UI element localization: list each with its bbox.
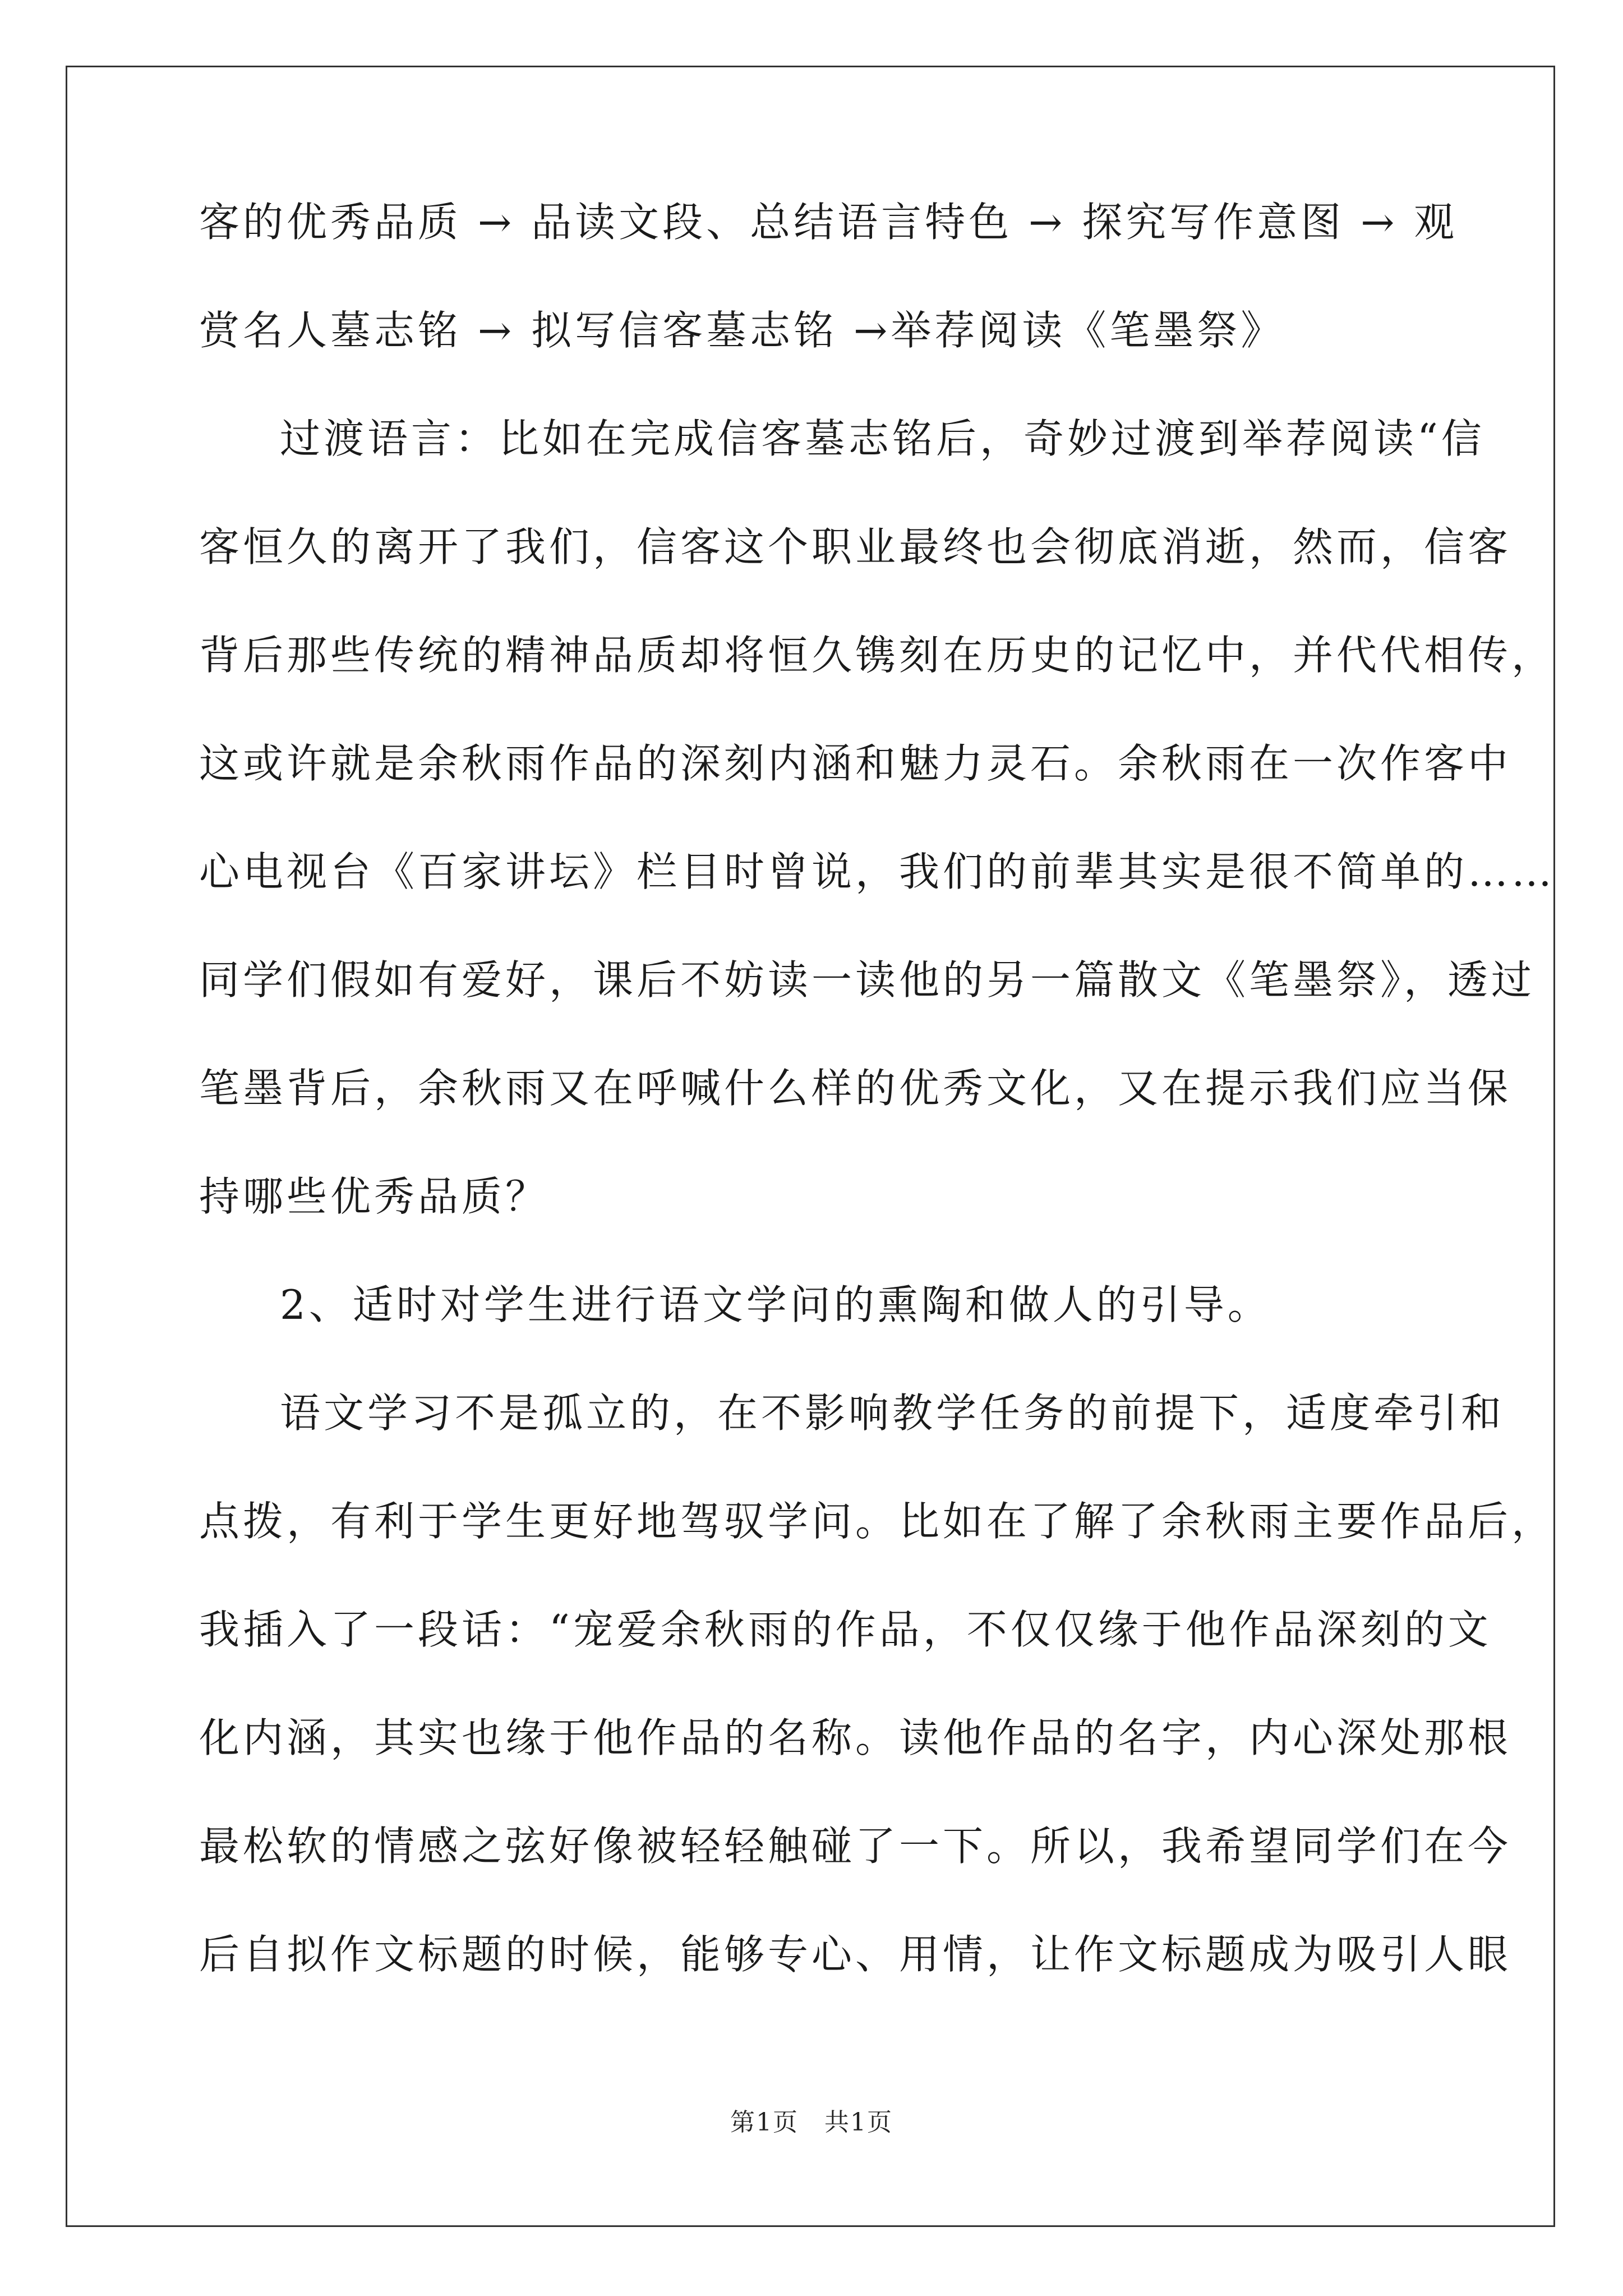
line-text: 化内涵，其实也缘于他作品的名称。读他作品的名字，内心深处那根	[199, 1714, 1512, 1761]
line-text: 持哪些优秀品质？	[199, 1173, 550, 1220]
line-text: 过渡语言：比如在完成信客墓志铭后，奇妙过渡到举荐阅读“信	[280, 415, 1485, 462]
line-text: 最松软的情感之弦好像被轻轻触碰了一下。所以，我希望同学们在今	[199, 1823, 1512, 1870]
line-text: 点拨，有利于学生更好地驾驭学问。比如在了解了余秋雨主要作品后，	[199, 1498, 1556, 1545]
text-line	[199, 1931, 1512, 2048]
line-text: 心电视台《百家讲坛》栏目时曾说，我们的前辈其实是很不简单的……	[199, 848, 1556, 895]
line-text: 我插入了一段话：“宠爱余秋雨的作品，不仅仅缘于他作品深刻的文	[199, 1606, 1492, 1653]
line-text: 同学们假如有爱好，课后不妨读一读他的另一篇散文《笔墨祭》，透过	[199, 956, 1536, 1004]
line-text: 客恒久的离开了我们，信客这个职业最终也会彻底消逝，然而，信客	[199, 523, 1512, 570]
line-text: 后自拟作文标题的时候，能够专心、用情，让作文标题成为吸引人眼	[199, 1931, 1512, 1978]
page-number-footer: 第1页 共1页	[730, 2108, 893, 2137]
line-text: 2、适时对学生进行语文学问的熏陶和做人的引导。	[280, 1281, 1271, 1328]
line-text: 客的优秀品质 → 品读文段、总结语言特色 → 探究写作意图 → 观	[199, 199, 1458, 246]
line-text: 背后那些传统的精神品质却将恒久镌刻在历史的记忆中，并代代相传，	[199, 632, 1556, 679]
document-body	[199, 199, 1556, 2048]
line-text: 赏名人墓志铭 → 拟写信客墓志铭 →举荐阅读《笔墨祭》	[199, 307, 1285, 354]
line-text: 语文学习不是孤立的，在不影响教学任务的前提下，适度牵引和	[280, 1389, 1505, 1437]
line-text: 这或许就是余秋雨作品的深刻内涵和魅力灵石。余秋雨在一次作客中	[199, 740, 1512, 787]
line-text: 笔墨背后，余秋雨又在呼喊什么样的优秀文化，又在提示我们应当保	[199, 1065, 1512, 1112]
